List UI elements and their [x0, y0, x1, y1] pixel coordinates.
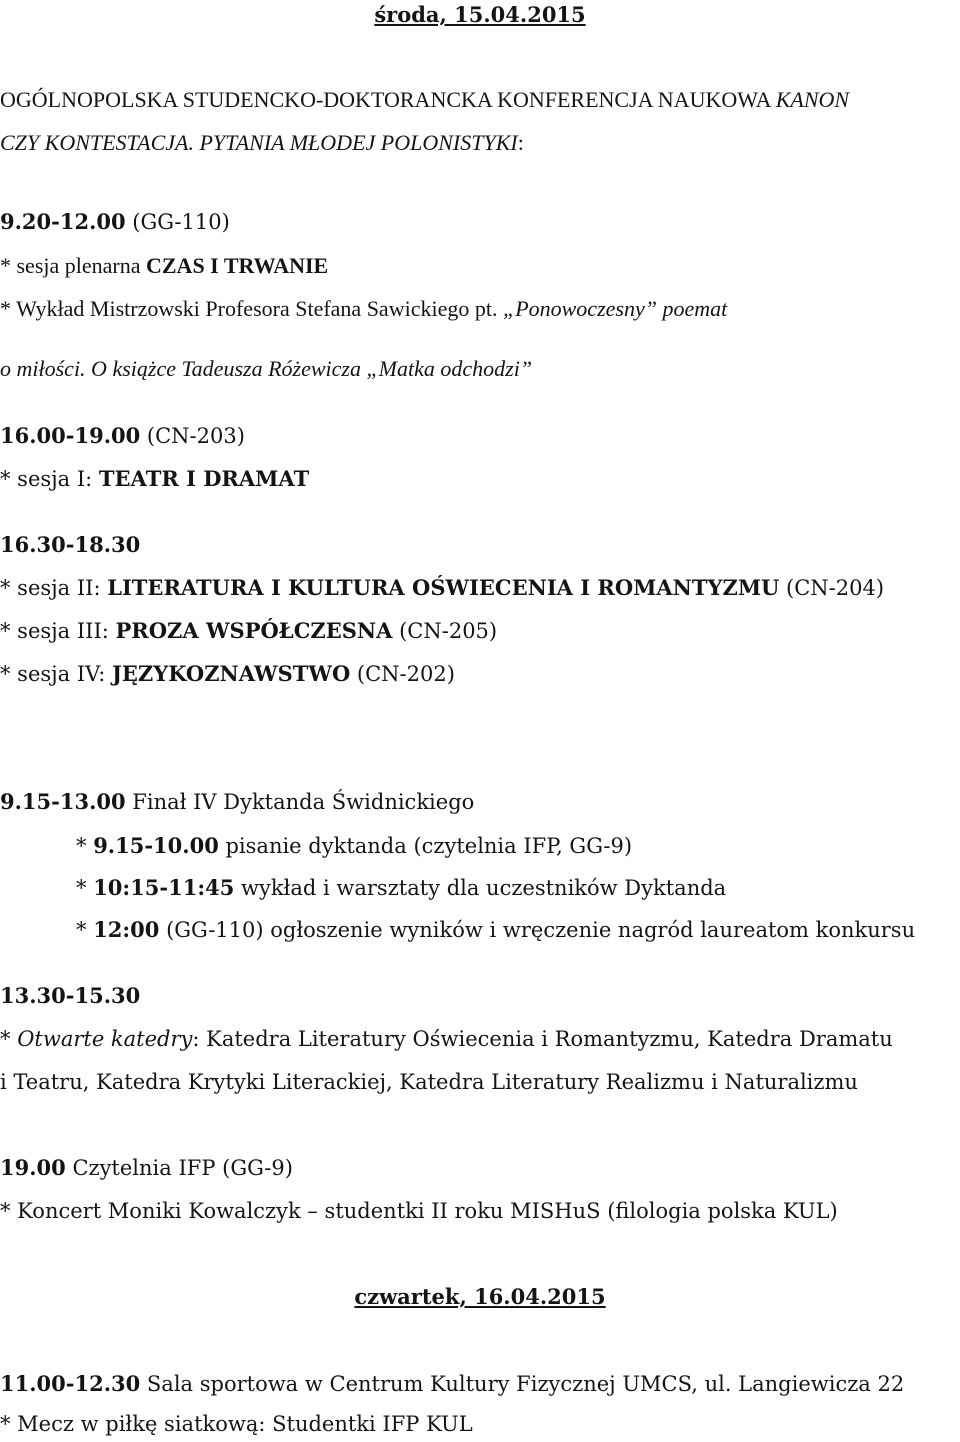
- session-1-line: * sesja I: TEATR I DRAMAT: [0, 466, 310, 491]
- open-departments-line2: i Teatru, Katedra Krytyki Literackiej, Katedra Literatury Realizmu i Naturalizmu: [0, 1070, 858, 1094]
- plenary-session-line: * sesja plenarna CZAS I TRWANIE: [0, 253, 329, 278]
- master-lecture-line1: * Wykład Mistrzowski Profesora Stefana Sawickiego pt. „Ponowoczesny” poemat: [0, 296, 728, 321]
- dictation-item-3: * 12:00 (GG-110) ogłoszenie wyników i wręczenie nagród laureatom konkursu: [76, 917, 916, 942]
- block-time-1600: 16.00-19.00 (CN-203): [0, 423, 245, 448]
- block-time-0920: 9.20-12.00 (GG-110): [0, 209, 230, 234]
- conference-title-line2: CZY KONTESTACJA. PYTANIA MŁODEJ POLONISTYKI:: [0, 130, 524, 155]
- session-2-line: * sesja II: LITERATURA I KULTURA OŚWIECENIA I ROMANTYZMU (CN-204): [0, 575, 885, 600]
- block-time-1630: 16.30-18.30: [0, 532, 141, 557]
- day1-heading: środa, 15.04.2015: [374, 2, 586, 27]
- volleyball-line: * Mecz w piłkę siatkową: Studentki IFP KUL: [0, 1412, 473, 1436]
- master-lecture-line2: o miłości. O książce Tadeusza Różewicza „Matka odchodzi”: [0, 356, 533, 381]
- concert-line: * Koncert Moniki Kowalczyk – studentki II roku MISHuS (filologia polska KUL): [0, 1199, 838, 1223]
- session-3-line: * sesja III: PROZA WSPÓŁCZESNA (CN-205): [0, 618, 498, 643]
- open-departments-line1: * Otwarte katedry: Katedra Literatury Oświecenia i Romantyzmu, Katedra Dramatu: [0, 1027, 893, 1051]
- dictation-item-2: * 10:15-11:45 wykład i warsztaty dla uczestników Dyktanda: [76, 875, 727, 900]
- block-time-1900: 19.00 Czytelnia IFP (GG-9): [0, 1155, 293, 1180]
- dictation-item-1: * 9.15-10.00 pisanie dyktanda (czytelnia IFP, GG-9): [76, 833, 633, 858]
- conference-title-line1: OGÓLNOPOLSKA STUDENCKO-DOKTORANCKA KONFERENCJA NAUKOWA KANON: [0, 87, 850, 112]
- block-time-1100: 11.00-12.30 Sala sportowa w Centrum Kultury Fizycznej UMCS, ul. Langiewicza 22: [0, 1371, 905, 1396]
- day2-heading: czwartek, 16.04.2015: [354, 1284, 606, 1309]
- block-time-1330: 13.30-15.30: [0, 983, 141, 1008]
- block-time-0915: 9.15-13.00 Finał IV Dyktanda Świdnickiego: [0, 789, 475, 814]
- session-4-line: * sesja IV: JĘZYKOZNAWSTWO (CN-202): [0, 661, 455, 686]
